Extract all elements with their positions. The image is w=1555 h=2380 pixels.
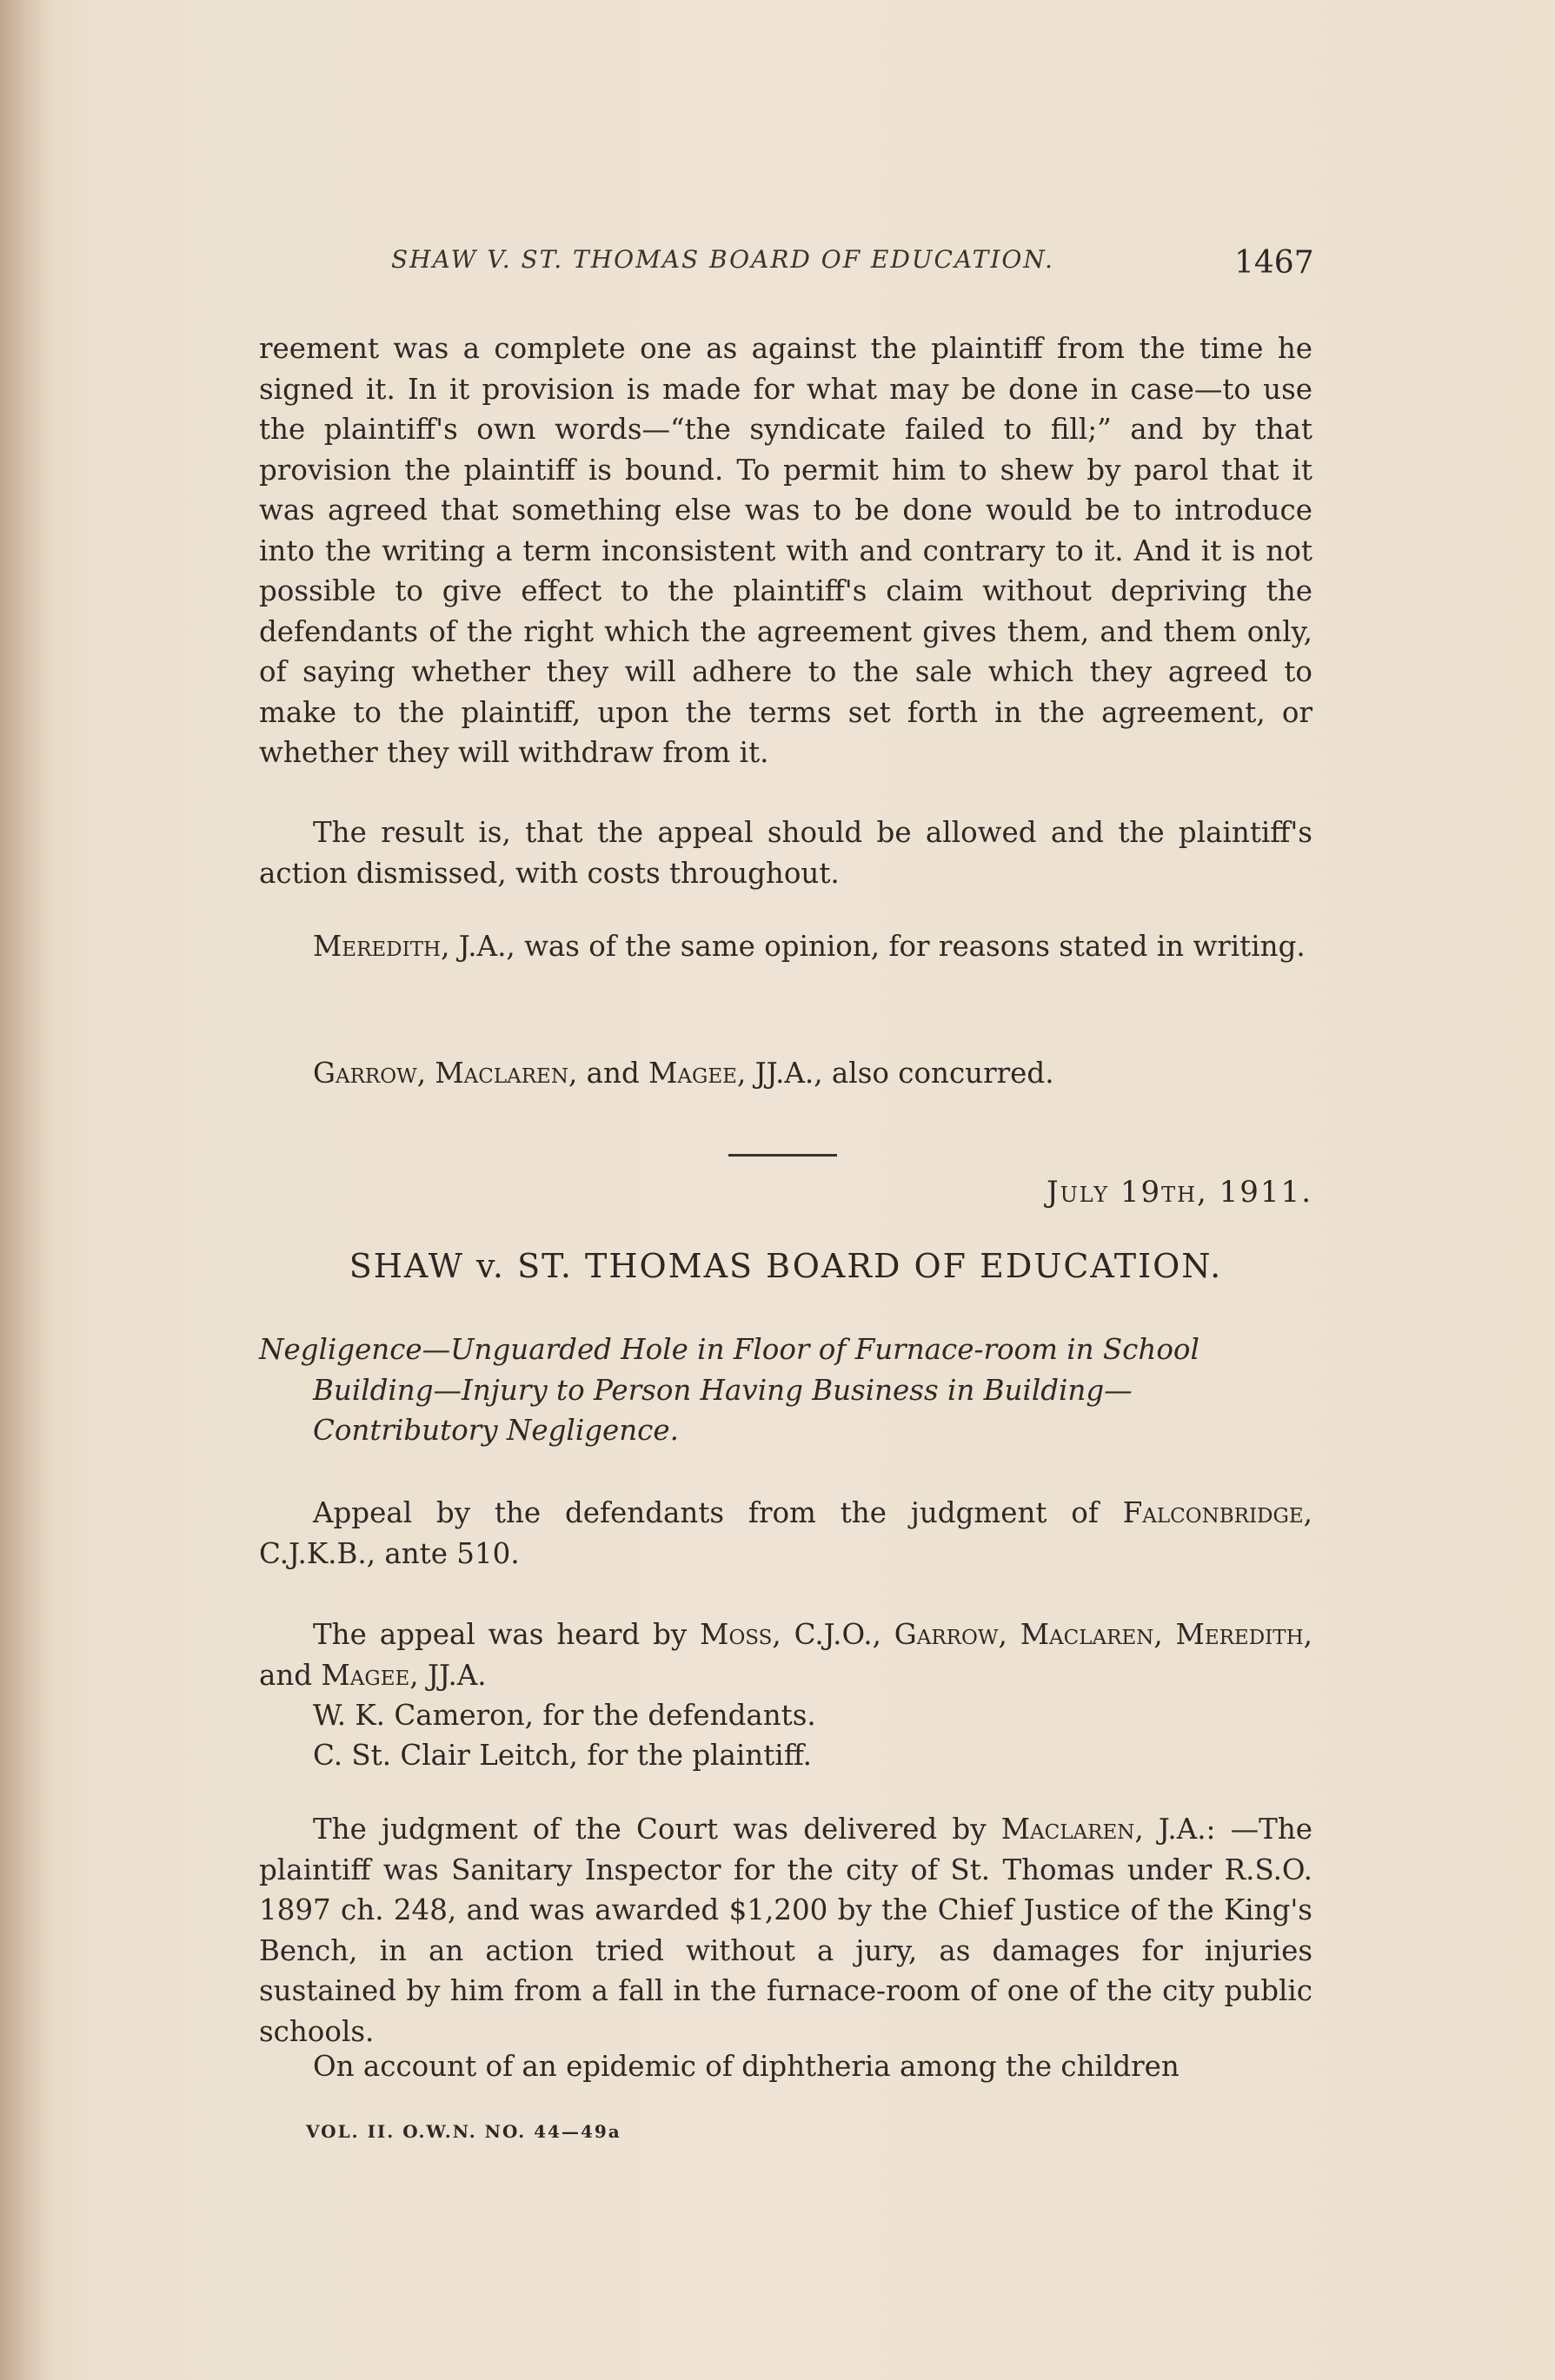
paragraph-appeal	[259, 1493, 1312, 1574]
paragraph-concurred	[259, 1053, 1312, 1094]
judgment-date: July 19th, 1911.	[1046, 1175, 1312, 1210]
heard-text: The appeal was heard by	[313, 1618, 701, 1651]
section-divider	[728, 1154, 837, 1157]
judge-name: Meredith	[1175, 1618, 1304, 1651]
concurred-text: , JJ.A., also concurred.	[736, 1057, 1054, 1090]
paragraph-meredith	[259, 926, 1312, 967]
heard-text: , C.J.O.,	[772, 1618, 894, 1651]
separator: ,	[1153, 1618, 1176, 1651]
judge-name: Maclaren	[435, 1057, 568, 1090]
judge-name: Moss	[700, 1618, 773, 1651]
appeal-text: Appeal by the defendants from the judgment of	[313, 1496, 1123, 1529]
judge-name: Garrow	[894, 1618, 999, 1651]
judgment-text: , J.A.: —The plaintiff was Sanitary Inspector for the city of St. Thomas under R.S.O. 1897 ch. 248, and was awarded $1,200 by the Chief Justice of the King's Bench, in an action tried without a jury, as damages for injuries sustained by him from a fall in the furnace-room of one of the city public schools.	[259, 1813, 1312, 2048]
judge-name: Magee	[321, 1658, 410, 1692]
judge-name: Maclaren	[1020, 1618, 1154, 1651]
counsel-defendants: W. K. Cameron, for the defendants.	[313, 1699, 816, 1732]
separator: ,	[998, 1618, 1020, 1651]
separator: , and	[568, 1057, 649, 1090]
headnote: Negligence—Unguarded Hole in Floor of Furnace-room in School Building—Injury to Person Having Business in Building—Contributory Negligence.	[259, 1333, 1199, 1447]
case-title: SHAW v. ST. THOMAS BOARD OF EDUCATION.	[349, 1247, 1223, 1285]
paragraph-result: The result is, that the appeal should be allowed and the plaintiff's action dismissed, with costs throughout.	[259, 816, 1312, 890]
signature-footer: VOL. II. O.W.N. NO. 44—49a	[306, 2121, 621, 2142]
page-edge-shadow	[0, 0, 52, 2380]
judge-name: Maclaren	[1000, 1813, 1135, 1846]
paragraph-heard	[259, 1614, 1312, 1695]
separator: , and	[259, 1618, 1312, 1692]
judge-name: Meredith	[313, 930, 442, 963]
judge-name: Falconbridge	[1122, 1496, 1304, 1529]
running-head: SHAW V. ST. THOMAS BOARD OF EDUCATION.	[391, 245, 1054, 274]
appeal-text: , C.J.K.B., ante 510.	[259, 1496, 1312, 1570]
page-number: 1467	[1234, 245, 1314, 281]
paragraph-continuation: reement was a complete one as against the plaintiff from the time he signed it. In it provision is made for what may be done in case—to use the plaintiff's own words—“the syndicate failed to fill;” and by that provision the plaintiff is bound. To permit him to shew by parol that it was agreed that something else was to be done would be to introduce into the writing a term inconsistent with and contrary to it. And it is not possible to give effect to the plaintiff's claim without depriving the defendants of the right which the agreement gives them, and them only, of saying whether they will adhere to the sale which they agreed to make to the plaintiff, upon the terms set forth in the agreement, or whether they will withdraw from it.	[259, 332, 1312, 769]
opinion-text: , J.A., was of the same opinion, for reasons stated in writing.	[441, 930, 1306, 963]
judge-name: Garrow	[313, 1057, 417, 1090]
paragraph-judgment	[259, 1809, 1312, 2052]
heard-text: , JJ.A.	[409, 1658, 487, 1692]
separator: ,	[416, 1057, 435, 1090]
judgment-text: The judgment of the Court was delivered by	[313, 1813, 1001, 1846]
judge-name: Magee	[648, 1057, 737, 1090]
paragraph-last-line: On account of an epidemic of diphtheria among the children	[313, 2050, 1180, 2083]
counsel-plaintiff: C. St. Clair Leitch, for the plaintiff.	[313, 1739, 812, 1772]
